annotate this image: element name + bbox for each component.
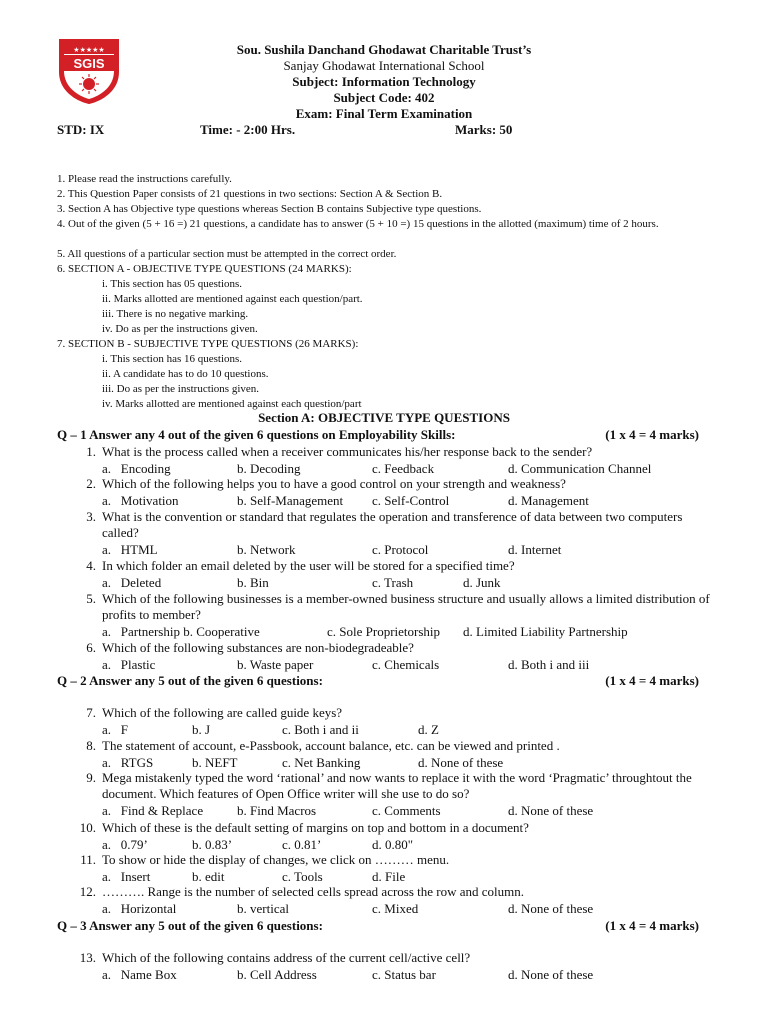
answer-option: a. RTGS [102, 755, 154, 770]
question-text: Which of the following helps you to have a good control on your strength and weakness? [102, 476, 566, 491]
instruction-item: 1. Please read the instructions carefully. [57, 173, 232, 185]
instruction-subitem: ii. Marks allotted are mentioned against each question/part. [102, 293, 363, 305]
answer-option: d. Limited Liability Partnership [463, 624, 628, 639]
answer-option: d. File [372, 869, 406, 884]
answer-option: d. Internet [508, 542, 562, 557]
instruction-item: 3. Section A has Objective type questions whereas Section B contains Subjective type questions. [57, 203, 482, 215]
instruction-item: 6. SECTION A - OBJECTIVE TYPE QUESTIONS (24 MARKS): [57, 263, 352, 275]
question-number: 5. [86, 591, 96, 606]
q1-heading: Q – 1 Answer any 4 out of the given 6 questions on Employability Skills: (1 x 4 = 4 marks) [57, 427, 699, 442]
answer-option: c. Tools [282, 869, 323, 884]
answer-option: d. Both i and iii [508, 657, 590, 672]
answer-option: b. Bin [237, 575, 269, 590]
instruction-item: 2. This Question Paper consists of 21 questions in two sections: Section A & Section B. [57, 188, 443, 200]
answer-option: b. edit [192, 869, 225, 884]
question-number: 6. [86, 640, 96, 655]
question-number: 2. [86, 476, 96, 491]
answer-option: a. Plastic [102, 657, 156, 672]
answer-option: c. Feedback [372, 461, 435, 476]
question-text: In which folder an email deleted by the user will be stored for a specified time? [102, 558, 515, 573]
answer-option: b. 0.83’ [192, 837, 233, 852]
answer-option: b. Network [237, 542, 296, 557]
answer-option: c. Self-Control [372, 493, 450, 508]
svg-text:SGIS: SGIS [73, 56, 105, 71]
time: Time: - 2:00 Hrs. [200, 122, 296, 137]
answer-option: d. Management [508, 493, 589, 508]
question-number: 1. [86, 444, 96, 459]
question-text: To show or hide the display of changes, we click on ……… menu. [102, 852, 450, 867]
question-number: 8. [86, 738, 96, 753]
answer-option: c. Comments [372, 803, 441, 818]
answer-option: a. Find & Replace [102, 803, 204, 818]
answer-option: a. HTML [102, 542, 158, 557]
question-text: Which of these is the default setting of margins on top and bottom in a document? [102, 820, 529, 835]
instruction-subitem: iii. Do as per the instructions given. [102, 383, 260, 395]
answer-option: c. Mixed [372, 901, 419, 916]
answer-option: b. Cell Address [237, 967, 317, 982]
answer-option: b. Self-Management [237, 493, 344, 508]
answer-option: d. Communication Channel [508, 461, 652, 476]
instruction-subitem: iv. Do as per the instructions given. [102, 323, 258, 335]
instruction-subitem: iv. Marks allotted are mentioned against each question/part [102, 398, 362, 410]
question-number: 3. [86, 509, 96, 524]
answer-option: c. Net Banking [282, 755, 361, 770]
question-text: Which of the following are called guide keys? [102, 705, 343, 720]
answer-option: d. 0.80" [372, 837, 414, 852]
q2-heading: Q – 2 Answer any 5 out of the given 6 questions: (1 x 4 = 4 marks) [57, 673, 699, 688]
answer-option: d. None of these [418, 755, 504, 770]
instruction-subitem: ii. A candidate has to do 10 questions. [102, 368, 269, 380]
answer-option: d. Z [418, 722, 439, 737]
answer-option: c. Status bar [372, 967, 436, 982]
instruction-subitem: i. This section has 05 questions. [102, 278, 243, 290]
question-number: 13. [79, 950, 96, 965]
question-text: The statement of account, e-Passbook, account balance, etc. can be viewed and printed . [102, 738, 560, 753]
school-name: Sanjay Ghodawat International School [283, 58, 485, 73]
question-number: 10. [79, 820, 96, 835]
std: STD: IX [57, 122, 105, 137]
q3-heading: Q – 3 Answer any 5 out of the given 6 questions: (1 x 4 = 4 marks) [57, 918, 699, 933]
question-text: Which of the following businesses is a member-owned business structure and usually allows a limited distribution of profits to member? [102, 591, 710, 622]
question-text: Which of the following contains address of the current cell/active cell? [102, 950, 471, 965]
answer-option: b. Decoding [237, 461, 301, 476]
answer-option: b. NEFT [192, 755, 238, 770]
answer-option: c. Trash [372, 575, 414, 590]
question-text: What is the process called when a receiver communicates his/her response back to the sender? [102, 444, 593, 459]
subject: Subject: Information Technology [292, 74, 476, 89]
answer-option: a. Name Box [102, 967, 177, 982]
answer-option: c. Both i and ii [282, 722, 359, 737]
question-number: 12. [79, 884, 96, 899]
answer-option: a. Motivation [102, 493, 179, 508]
svg-text:★★★★★: ★★★★★ [73, 46, 105, 54]
answer-option: a. Encoding [102, 461, 171, 476]
answer-option: b. Waste paper [237, 657, 314, 672]
answer-option: c. Protocol [372, 542, 429, 557]
answer-option: a. 0.79’ [102, 837, 148, 852]
question-number: 4. [86, 558, 96, 573]
question-text: Mega mistakenly typed the word ‘rational’ and now wants to replace it with the word ‘Pragmatic’ throughtout the document. Which features of Open Office writer will she use to do so? [102, 770, 692, 801]
question-number: 9. [86, 770, 96, 785]
answer-option: d. None of these [508, 803, 594, 818]
question-text: What is the convention or standard that regulates the operation and transference of data between two computers called? [102, 509, 683, 540]
instruction-item: 4. Out of the given (5 + 16 =) 21 questions, a candidate has to answer (5 + 10 =) 15 questions in the allotted (maximum) time of 2 hours. [57, 218, 659, 230]
trust-name: Sou. Sushila Danchand Ghodawat Charitable Trust’s [236, 42, 532, 57]
marks: Marks: 50 [455, 122, 513, 137]
answer-option: a. Insert [102, 869, 151, 884]
section-title: Section A: OBJECTIVE TYPE QUESTIONS [258, 410, 510, 425]
instruction-item: 7. SECTION B - SUBJECTIVE TYPE QUESTIONS (26 MARKS): [57, 338, 359, 350]
answer-option: d. None of these [508, 901, 594, 916]
answer-option: d. Junk [463, 575, 501, 590]
answer-option: c. Sole Proprietorship [327, 624, 441, 639]
answer-option: c. Chemicals [372, 657, 440, 672]
answer-option: a. F [102, 722, 128, 737]
question-number: 11. [80, 852, 96, 867]
answer-option: b. vertical [237, 901, 289, 916]
subject-code: Subject Code: 402 [333, 90, 435, 105]
answer-option: a. Horizontal [102, 901, 177, 916]
question-text: ………. Range is the number of selected cells spread across the row and column. [102, 884, 525, 899]
answer-option: b. J [192, 722, 211, 737]
exam-name: Exam: Final Term Examination [295, 106, 473, 121]
answer-option: a. Partnership b. Cooperative [102, 624, 260, 639]
instruction-subitem: i. This section has 16 questions. [102, 353, 243, 365]
answer-option: d. None of these [508, 967, 594, 982]
question-text: Which of the following substances are non-biodegradeable? [102, 640, 414, 655]
instruction-subitem: iii. There is no negative marking. [102, 308, 249, 320]
answer-option: a. Deleted [102, 575, 162, 590]
answer-option: c. 0.81’ [282, 837, 322, 852]
answer-option: b. Find Macros [237, 803, 317, 818]
question-number: 7. [86, 705, 96, 720]
instruction-item: 5. All questions of a particular section must be attempted in the correct order. [57, 248, 397, 260]
